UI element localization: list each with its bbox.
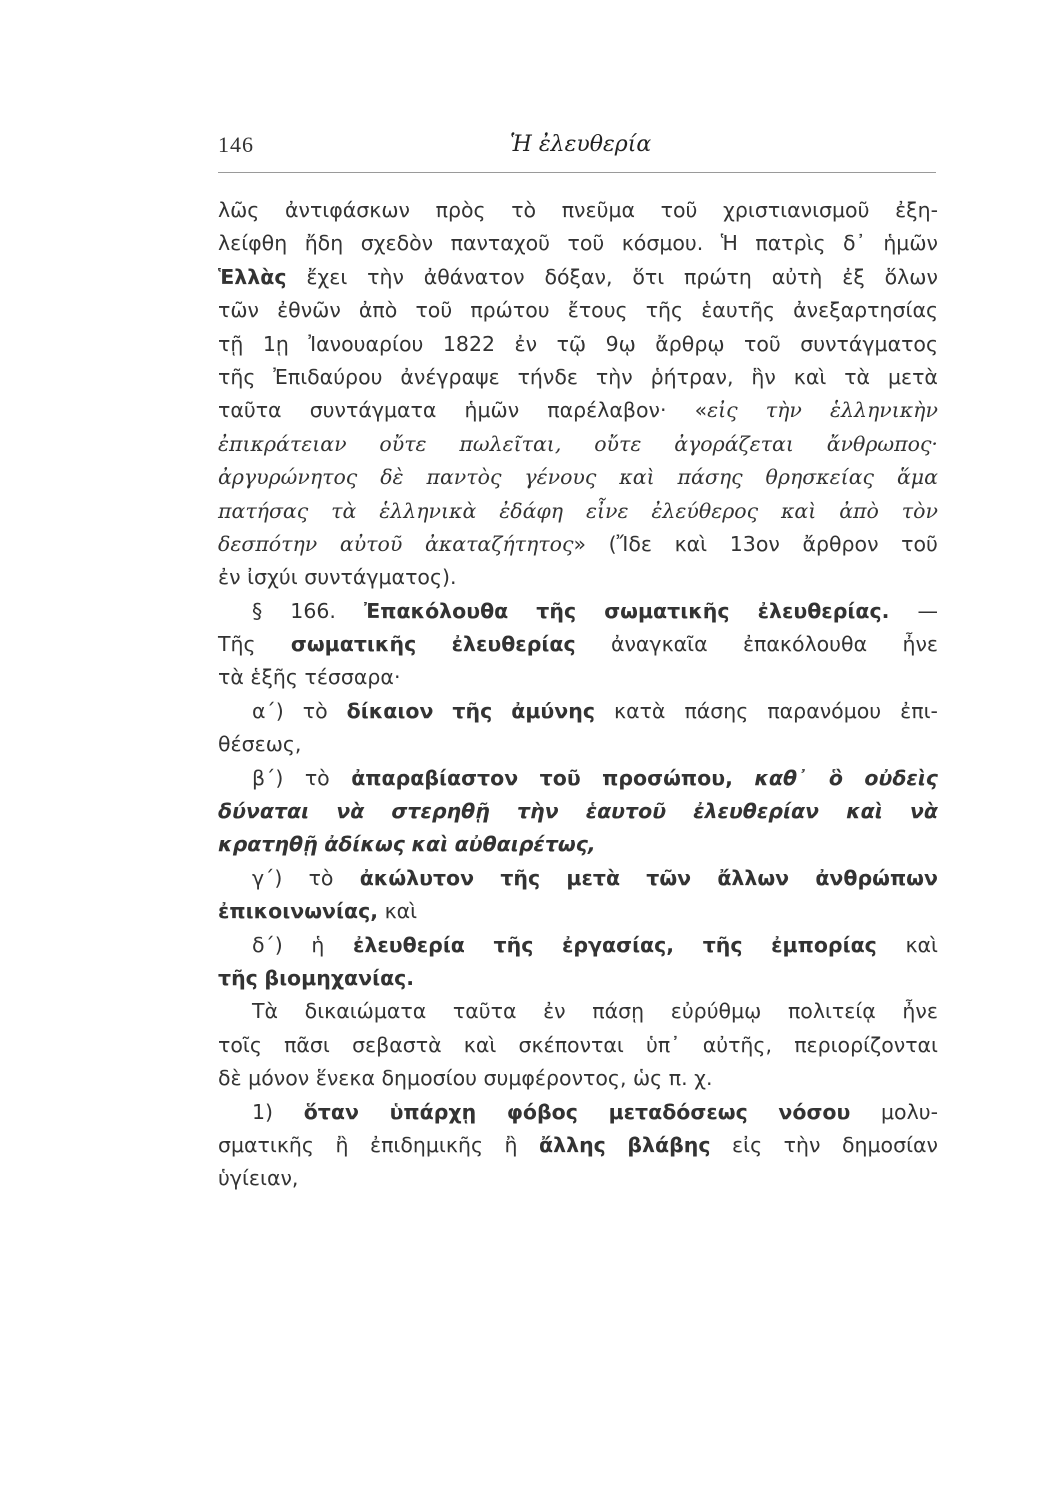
word: τὸ [308,865,334,890]
word: κόσμου. [621,231,704,256]
word: νὰ [909,799,938,824]
word: ἦνε [902,632,938,657]
word: ἡμῶν [883,231,938,256]
word: πᾶσι [284,1032,330,1057]
text-line [218,1129,938,1162]
word: στερηθῇ [391,799,490,824]
word: ὑπάρχῃ [389,1099,477,1124]
word: Τῆς [218,632,256,657]
word: ἄλλων [717,865,790,890]
word: σωματικῆς [604,598,730,623]
word: τὴν [765,398,802,423]
word: τῆς [645,298,684,323]
word: ἀκώλυτον [359,865,475,890]
page-number: 146 [218,132,254,157]
word: κατὰ [614,698,666,723]
word: χριστιανισμοῦ [723,198,870,222]
word: τὰ [844,364,871,389]
word: τὰ [331,498,357,523]
word: τῶν [646,865,692,890]
word: ἐλευθερίας. [757,598,890,623]
text-line [218,995,938,1028]
word: ἤδη [304,231,344,256]
word: τοῦ [901,531,938,556]
word: Ἐπιδαύρου [273,364,383,389]
word: ἕνεκα [315,1066,375,1091]
word: συντάγματος [800,331,938,356]
word: δ᾽ [843,231,866,256]
word: ἐν [218,565,241,590]
text-line [218,728,938,761]
word: παντὸς [426,465,502,490]
word: τέσσαρα· [304,665,401,690]
word: πάσης [677,465,743,490]
word: Ἰανουαρίου [308,331,424,356]
word: αὐτὴ [771,264,823,289]
word: ἐλευθερίας [451,632,576,657]
text-line [218,862,938,895]
word: ἄνθρωπος· [826,431,938,456]
body-text [218,194,938,1196]
word: ἀθάνατον [423,264,525,289]
word: τοῦ [415,298,453,323]
text-line [218,328,938,361]
word: μετὰ [566,865,621,890]
word: δικαιώματα [304,999,427,1024]
page-header [218,130,938,170]
text-line [218,261,938,294]
word: σματικῆς [218,1132,314,1157]
word: σχεδὸν [360,231,434,256]
word: μολυ- [881,1099,938,1124]
text-line [218,194,938,227]
word: ταῦτα [218,398,282,423]
word: καὶ [793,364,827,389]
word: 166. [290,598,336,623]
word: καὶ [463,1032,497,1057]
word: ἐπιδημικῆς [370,1132,483,1157]
text-line [218,1096,938,1129]
word: ἀναγκαῖα [610,632,708,657]
word: τῆς [452,698,493,723]
word: 13ον [729,531,780,556]
word: (Ἴδε [608,531,652,556]
word: κρατηθῇ [218,832,318,857]
word: ὑπ᾽ [646,1032,681,1057]
text-line [218,1162,938,1195]
word: πρώτη [683,264,752,289]
word: ὑγίειαν, [218,1166,299,1191]
word: Ἡ [720,231,738,256]
word: ἐλευθερία [353,932,465,957]
word: π. [668,1066,688,1091]
word: ἀγοράζεται [674,431,794,456]
word: ἑξῆς [250,665,298,690]
word: τὸ [304,765,330,790]
word: δημοσίου [381,1066,477,1091]
word: ἀντιφάσκων [284,198,410,222]
word: αὐτοῦ [339,531,403,556]
word: τὴν [367,264,404,289]
word: μόνον [248,1066,310,1091]
word: ὅλων [884,264,938,289]
word: τῷ [556,331,587,356]
word: πατρὶς [755,231,826,256]
word: ἣν [751,364,776,389]
word: τῆς [702,932,743,957]
word: ἐμπορίας [771,932,877,957]
text-line [218,561,938,594]
word: πανταχοῦ [450,231,551,256]
word: λείφθη [218,231,288,256]
word: καὶ [411,832,449,857]
word: ἡ [311,932,325,957]
word: ἑλληνικὴν [829,398,938,423]
word: σεβαστὰ [352,1032,442,1057]
word: ἐν [543,999,566,1024]
word: οὔτε [379,431,427,456]
word: αὐθαιρέτως, [454,832,596,857]
word: νόσου [778,1099,851,1124]
word: πωλεῖται, [459,431,562,456]
word: τῆς [218,965,258,990]
text-line [218,628,938,661]
word: τὸ [302,698,328,723]
word: ἐπικράτειαν [218,431,347,456]
word: εἰς [732,1132,763,1157]
word: θέσεως, [218,732,302,757]
word: ὡς [633,1066,663,1091]
word: παρανόμου [767,698,882,723]
word: ῥήτραν, [650,364,734,389]
text-line [218,895,938,928]
text-line [218,661,938,694]
word: καὶ [780,498,817,523]
word: ἑλληνικὰ [379,498,477,523]
word: καὶ [905,932,938,957]
word: ἐπακόλουθα [742,632,868,657]
word: λῶς [218,198,260,222]
word: ἐλευθερίαν [693,799,819,824]
word: δὲ [380,465,404,490]
word: δ΄) [252,932,283,957]
word: ἀπὸ [839,498,879,523]
word: «εἰς [694,398,738,423]
word: οὔτε [594,431,642,456]
word: ἀπαραβίαστον [351,765,519,790]
word: καθ᾽ [754,765,808,790]
word: συμφέροντος, [483,1066,627,1091]
word: ἐξη- [895,198,938,222]
word: ἄρθρῳ [655,331,725,356]
word: τῆς [218,364,256,389]
text-line [218,595,938,628]
word: Ἑλλὰς [218,264,287,289]
word: τῇ [218,331,244,356]
text-line [218,828,938,861]
word: καὶ [846,799,883,824]
word: 1) [252,1099,274,1124]
word: βιομηχανίας. [264,965,415,990]
word: τῆς [500,865,541,890]
text-line [218,795,938,828]
word: οὐδεὶς [864,765,938,790]
text-line [218,762,938,795]
word: δὲ [218,1066,242,1091]
word: ἐδάφη [499,498,564,523]
word: ἔτους [567,298,628,323]
word: ἐλεύθερος [651,498,759,523]
word: βλάβης [627,1132,711,1157]
word: εὐρύθμῳ [670,999,762,1024]
word: ἀργυρώνητος [218,465,358,490]
word: Τὰ [252,999,279,1024]
word: § [252,598,263,623]
text-line [218,962,938,995]
text-line [218,1029,938,1062]
word: ἐξ [842,264,865,289]
text-line [218,1062,938,1095]
word: ἀνέγραψε [400,364,500,389]
word: ἀνθρώπων [815,865,938,890]
word: καὶ [674,531,708,556]
text-line [218,361,938,394]
word: θρησκείας [765,465,875,490]
text-line [218,227,938,260]
word: τοῦ [660,198,698,222]
word: πάσης [684,698,749,723]
word: τὴν [516,799,559,824]
word: ἐπι- [900,698,938,723]
word: τοῦ [539,765,581,790]
word: παρέλαβον· [547,398,667,423]
word: ἡμῶν [464,398,520,423]
word: ἑαυτῆς [701,298,776,323]
word: νὰ [336,799,365,824]
text-line [218,461,938,494]
word: ἄλλης [539,1132,606,1157]
word: περιορίζονται [794,1032,938,1057]
word: φόβος [506,1099,578,1124]
word: ἀπὸ [358,298,398,323]
word: τὴν [595,364,633,389]
word: δεσπότην [218,531,318,556]
word: γ΄) [252,865,283,890]
word: α΄) [252,698,284,723]
header-rule [218,172,936,173]
word: β΄) [252,765,284,790]
text-line [218,929,938,962]
word: τῆς [536,598,577,623]
word: τοῦ [567,231,605,256]
word: ταῦτα [452,999,517,1024]
word: δόξαν, [544,264,613,289]
word: ὅτι [632,264,665,289]
word: τῶν [218,298,259,323]
word: — [917,598,938,623]
text-line [218,294,938,327]
word: πατήσας [218,498,309,523]
word: ἅμα [896,465,938,490]
running-title: Ἡ ἐλευθερία [510,132,652,157]
text-line [218,695,938,728]
text-line [218,528,938,561]
word: τοῖς [218,1032,262,1057]
word: τοῦ [744,331,781,356]
word: τὴν [783,1132,821,1157]
word: ἐν [514,331,538,356]
word: σκέπονται [518,1032,624,1057]
word: δύναται [218,799,310,824]
word: ἐργασίας, [561,932,675,957]
word: πρὸς [435,198,486,222]
word: τήνδε [517,364,579,389]
word: καὶ [619,465,655,490]
word: δημοσίαν [841,1132,938,1157]
word: πάσῃ [592,999,645,1024]
word: ἄρθρον [802,531,879,556]
word: ἀμύνης [511,698,595,723]
word: καὶ [384,899,418,924]
word: γένους [524,465,597,490]
word: 1ῃ [262,331,289,356]
text-line [218,495,938,528]
word: χ. [694,1066,713,1091]
word: τῆς [493,932,534,957]
word: ἑαυτοῦ [585,799,667,824]
word: ἢ [504,1132,518,1157]
word: πνεῦμα [561,198,636,222]
word: ἀδίκως [324,832,405,857]
word: ἐπικοινωνίας, [218,899,379,924]
word: δίκαιον [346,698,434,723]
word: εἶνε [585,498,629,523]
word: 9ῳ [605,331,636,356]
word: τὰ [218,665,244,690]
word: τὸν [901,498,938,523]
word: ἰσχύι [247,565,298,590]
word: ἔχει [306,264,348,289]
word: ὅταν [303,1099,359,1124]
word: αὐτῆς, [702,1032,772,1057]
word: ὃ [828,765,843,790]
word: 1822 [442,331,496,356]
text-line [218,428,938,461]
word: ἀκαταζήτητος» [424,531,586,556]
text-line [218,394,938,427]
word: πρώτου [470,298,550,323]
word: ἦνε [902,999,938,1024]
word: ἐθνῶν [277,298,341,323]
word: συντάγματα [309,398,437,423]
word: προσώπου, [602,765,733,790]
word: ἀνεξαρτησίας [793,298,938,323]
word: μετὰ [887,364,938,389]
word: συντάγματος). [304,565,457,590]
word: ἢ [335,1132,349,1157]
word: σωματικῆς [290,632,417,657]
word: τὸ [511,198,537,222]
word: μεταδόσεως [608,1099,748,1124]
word: πολιτείᾳ [787,999,876,1024]
word: Ἐπακόλουθα [364,598,509,623]
